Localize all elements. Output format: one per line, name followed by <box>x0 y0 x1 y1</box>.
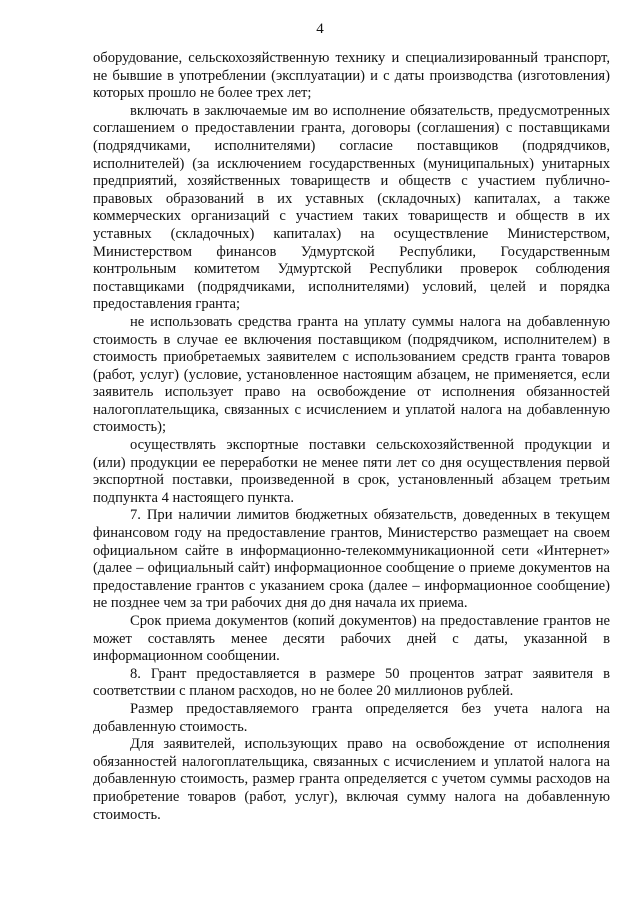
paragraph: Размер предоставляемого гранта определяется без учета налога на добавленную стоимость. <box>93 700 610 735</box>
paragraph: оборудование, сельскохозяйственную технику и специализированный транспорт, не бывшие в употреблении (эксплуатации) и с даты производства (изготовления) которых прошло не более трех лет; <box>93 50 610 102</box>
paragraph: Срок приема документов (копий документов) на предоставление грантов не может составлять менее десяти рабочих дней с даты, указанной в информационном сообщении. <box>93 613 610 665</box>
document-body <box>93 50 610 824</box>
paragraph: включать в заключаемые им во исполнение обязательств, предусмотренных соглашением о предоставлении гранта, договоры (соглашения) с поставщиками (подрядчиками, исполнителями) согласие поставщиков (подрядчиков, исполнителей) (за исключением государственных (муниципальных) унитарных предприятий, хозяйственных товариществ и обществ с участием публично-правовых образований в их уставных (складочных) капиталах, а также коммерческих организаций с участием таких товариществ и обществ в их уставных (складочных) капиталах) на осуществление Министерством, Министерством финансов Удмуртской Республики, Государственным контрольным комитетом Удмуртской Республики проверок соблюдения поставщиками (подрядчиками, исполнителями) условий, целей и порядка предоставления гранта; <box>93 102 610 313</box>
paragraph: Для заявителей, использующих право на освобождение от исполнения обязанностей налогоплательщика, связанных с исчислением и уплатой налога на добавленную стоимость, размер гранта определяется с учетом суммы расходов на приобретение товаров (работ, услуг), включая сумму налога на добавленную стоимость. <box>93 736 610 823</box>
page-number: 4 <box>316 21 324 37</box>
paragraph: 8. Грант предоставляется в размере 50 процентов затрат заявителя в соответствии с планом расходов, но не более 20 миллионов рублей. <box>93 665 610 700</box>
paragraph: не использовать средства гранта на уплату суммы налога на добавленную стоимость в случае ее включения поставщиком (подрядчиком, исполнителем) в стоимость приобретаемых заявителем с использованием средств гранта товаров (работ, услуг) (условие, установленное настоящим абзацем, не применяется, если заявитель использует право на освобождение от исполнения обязанностей налогоплательщика, связанных с исчислением и уплатой налога на добавленную стоимость); <box>93 313 610 436</box>
paragraph: осуществлять экспортные поставки сельскохозяйственной продукции и (или) продукции ее переработки не менее пяти лет со дня осуществления первой экспортной поставки, произведенной в срок, установленный абзацем третьим подпункта 4 настоящего пункта. <box>93 437 610 506</box>
paragraph: 7. При наличии лимитов бюджетных обязательств, доведенных в текущем финансовом году на предоставление грантов, Министерство размещает на своем официальном сайте в информационно-телекоммуникационной сети «Интернет» (далее – официальный сайт) информационное сообщение о приеме документов на предоставление грантов с указанием срока (далее – информационное сообщение) не позднее чем за три рабочих дня до дня начала их приема. <box>93 507 610 612</box>
